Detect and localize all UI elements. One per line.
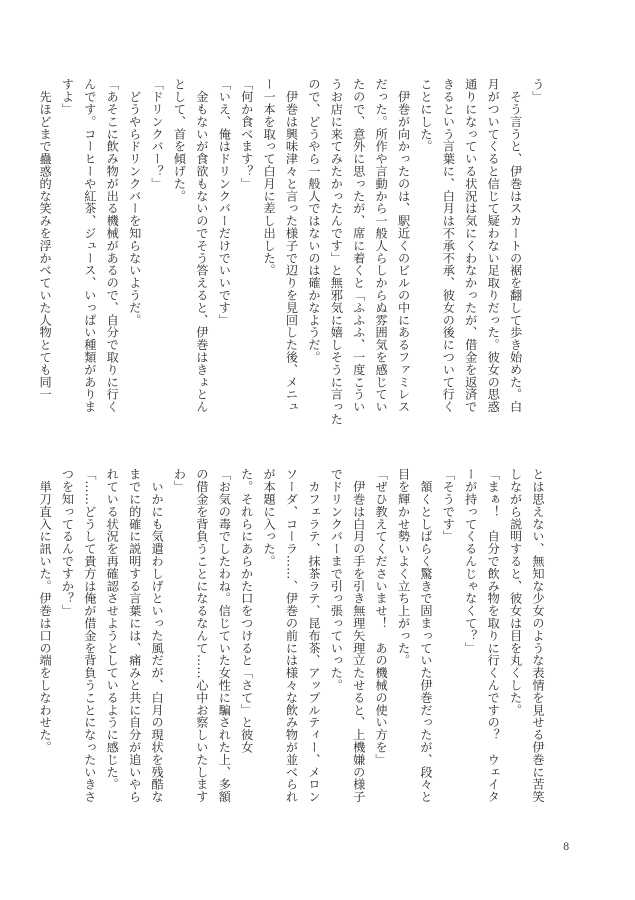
text-line: ー一本を取って白月に差し出した。 [262,78,277,277]
text-line: 「まぁ！ 自分で飲み物を取りに行くんですの？ ウェイタ [486,468,501,803]
text-line: すよ」 [60,78,75,116]
text-line: た。それらにあらかた口をつけると「さて」と彼女 [239,468,254,754]
upper-text-block [38,78,549,446]
text-line: どうやらドリンクバーを知らないようだ。 [127,78,142,326]
text-line: んです。コーヒーや紅茶、ジュース、いっぱい種類がありま [82,78,97,413]
text-line: 頷くとしばらく驚きで固まっていた伊巻だったが、段々と [418,468,433,803]
text-line: 「そうです」 [441,468,456,543]
text-line: わ」 [172,468,187,493]
text-line: でドリンクバーまで引っ張っていった。 [329,468,344,692]
text-line: 「お気の毒でしたわね。信じていた女性に騙された上、多額 [217,468,232,803]
text-line: うお店に来てみたかったんです」と無邪気に嬉しそうに言った [329,78,344,426]
text-line: の借金を背負うことになるなんて……心中お察しいたします [194,468,209,803]
text-line: 金もないが食欲もないのでそう答えると、伊巻はきょとん [194,78,209,413]
text-line: きるという言葉に、白月は不承不承、彼女の後について行く [441,78,456,413]
page-number: 8 [563,842,570,853]
text-line: 伊巻は白月の手を引き無理矢理立たせると、上機嫌の様子 [351,468,366,803]
text-line: 「ぜひ教えてくださいませ！ あの機械の使い方を」 [374,468,389,766]
text-line: つを知ってるんですか？」 [60,468,75,617]
text-line: とは思えない、無知な少女のような表情を見せる伊巻に苦笑 [531,468,545,803]
text-line: いかにも気遣わしげといった風だが、白月の現状を残酷な [150,468,165,803]
text-line: しながら説明すると、彼女は目を丸くした。 [508,468,523,716]
text-line: ことにした。 [418,78,433,153]
text-line: として、首を傾げた。 [172,78,187,202]
text-line: までに的確に説明する言葉には、痛みと共に自分が追いやら [127,468,142,803]
lower-text-block [38,468,549,843]
text-line: 単刀直入に訊いた。伊巻は口の端をしなわせた。 [38,468,53,754]
text-line: そう言うと、伊巻はスカートの裾を翻して歩き始めた。白 [508,78,523,413]
text-line: 「何か食べます？」 [239,78,254,190]
text-line: が本題に入った。 [262,468,277,568]
text-line: 月がついてくると信じて疑わない足取りだった。彼女の思惑 [486,78,501,413]
text-line: 通りになっている状況は気にくわなかったが、借金を返済で [463,78,478,413]
text-line: 「あそこに飲み物が出る機械があるので、自分で取りに行く [105,78,120,413]
text-line: たので、意外に思ったが、席に着くと「ふふふ、一度こうい [351,78,366,413]
text-line: カフェラテ、抹茶ラテ、昆布茶、アップルティー、メロン [306,468,321,803]
text-line: ので、どうやら一般人ではないのは確かなようだ。 [306,78,321,364]
text-line: れている状況を再確認させようとしているように感じた。 [105,468,120,791]
text-line: 「いえ、俺はドリンクバーだけでいいです」 [217,78,232,326]
text-line: だった。所作や言動から一般人らしからぬ雰囲気を感じてい [374,78,389,413]
text-line: 先ほどまで蠱惑的な笑みを浮かべていた人物とても同一 [38,78,53,401]
text-line: う」 [531,78,545,103]
text-line: 伊巻は興味津々と言った様子で辺りを見回した後、メニュ [284,78,299,413]
text-line: ーが持ってくるんじゃなくて？」 [463,468,478,654]
text-line: ソーダ、コーラ……、伊巻の前には様々な飲み物が並べられ [284,468,299,803]
text-line: 「ドリンクバー？」 [150,78,165,190]
text-line: 「……どうして貴方は俺が借金を背負うことになったいきさ [82,468,97,803]
text-line: 伊巻が向かったのは、駅近くのビルの中にあるファミレス [396,78,411,413]
text-line: 目を輝かせ勢いよく立ち上がった。 [396,468,411,667]
